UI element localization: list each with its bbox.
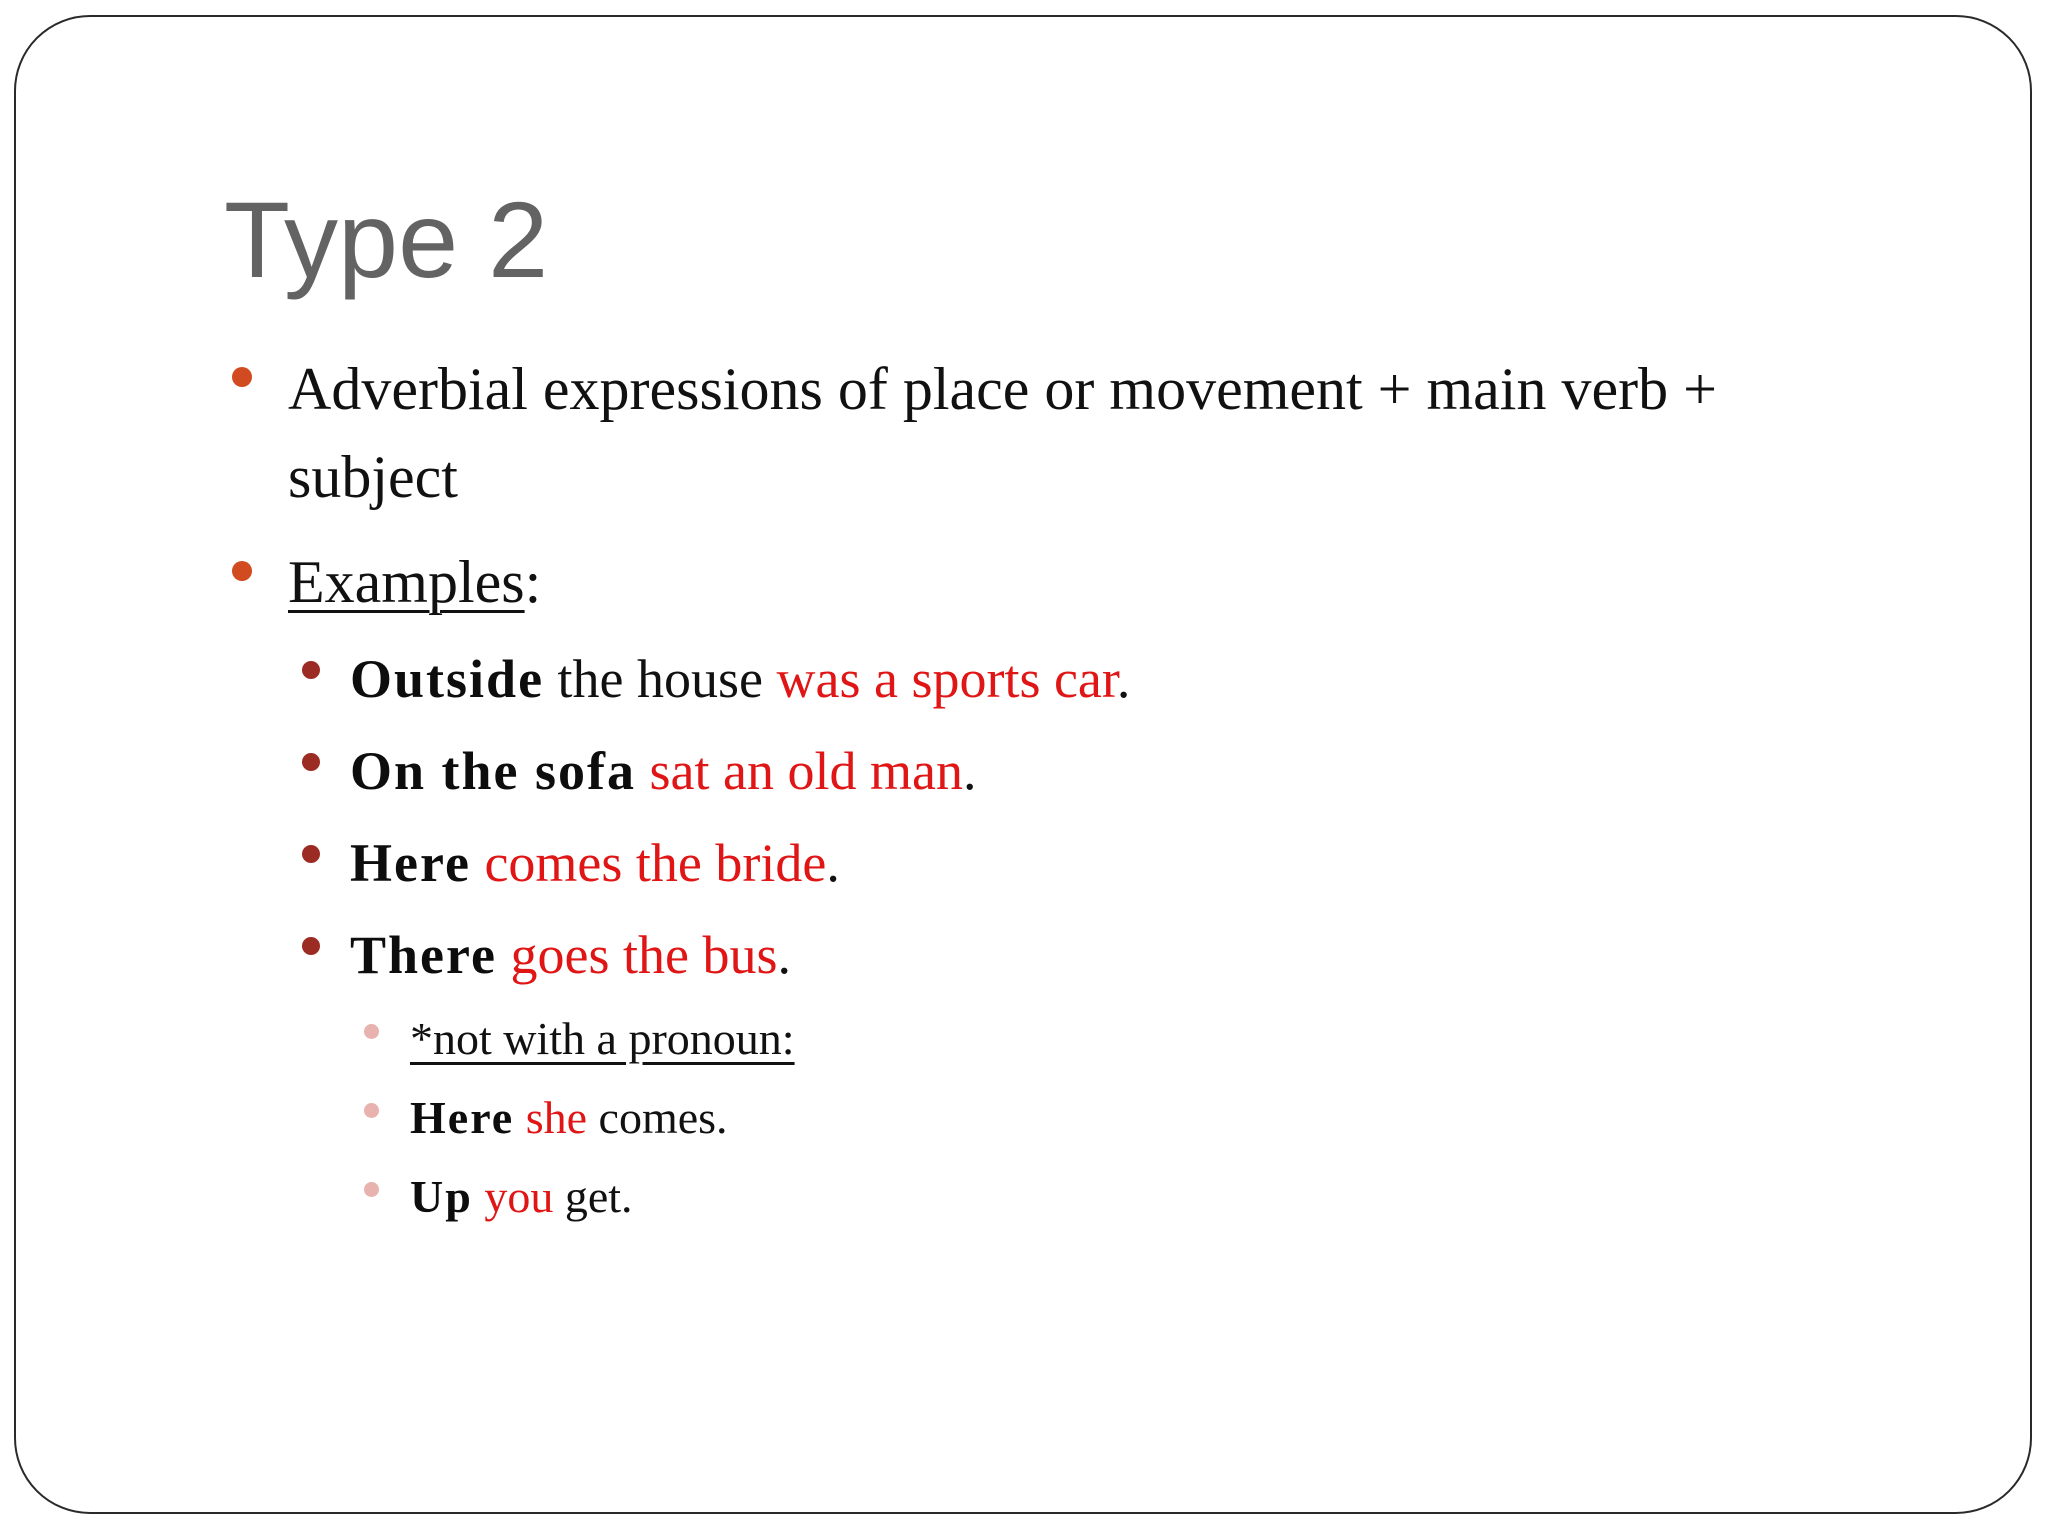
rule-text-continued: subject (288, 444, 458, 510)
rule-text: Adverbial expressions of place or movement + main verb + (288, 356, 1717, 422)
bullet-dot (302, 845, 320, 863)
examples-label: Examples (288, 549, 525, 615)
note-verb: comes. (587, 1092, 728, 1143)
example-sentence (350, 726, 976, 816)
note-pronoun: you (484, 1171, 554, 1222)
example-sentence (350, 818, 840, 908)
example-period: . (962, 741, 977, 801)
example-verb-subject: sat an old man (649, 741, 963, 801)
examples-colon: : (524, 549, 542, 615)
note-line (410, 999, 795, 1079)
bullet-dot (232, 561, 252, 581)
example-plain (636, 741, 650, 801)
example-period: . (777, 925, 791, 985)
example-sentence (350, 910, 791, 1000)
note-adverbial: Here (410, 1092, 515, 1143)
note-example (410, 1157, 633, 1237)
rule-line-2 (288, 433, 458, 521)
examples-heading (288, 538, 541, 626)
note-verb: get. (553, 1171, 633, 1222)
note-example (410, 1078, 728, 1158)
example-verb-subject: was a sports car (776, 649, 1117, 709)
example-adverbial: Outside (350, 649, 545, 709)
example-plain (497, 925, 511, 985)
example-adverbial: On the sofa (350, 741, 637, 801)
bullet-dot (364, 1182, 379, 1197)
bullet-dot (302, 937, 320, 955)
bullet-dot (364, 1103, 379, 1118)
note-label: *not with a pronoun: (410, 1013, 795, 1064)
example-verb-subject: goes the bus (510, 925, 778, 985)
bullet-dot (302, 753, 320, 771)
example-sentence (350, 634, 1130, 724)
example-verb-subject: comes the bride (484, 833, 827, 893)
note-pronoun: she (525, 1092, 588, 1143)
example-plain: the house (544, 649, 777, 709)
bullet-dot (302, 661, 320, 679)
example-adverbial: There (350, 925, 497, 985)
rule-line-1 (288, 345, 1717, 433)
slide-title: Type 2 (224, 179, 549, 300)
note-adverbial: Up (410, 1171, 473, 1222)
example-adverbial: Here (350, 833, 471, 893)
example-period: . (826, 833, 840, 893)
bullet-dot (232, 367, 252, 387)
bullet-dot (364, 1024, 379, 1039)
example-plain (471, 833, 485, 893)
example-period: . (1116, 649, 1131, 709)
